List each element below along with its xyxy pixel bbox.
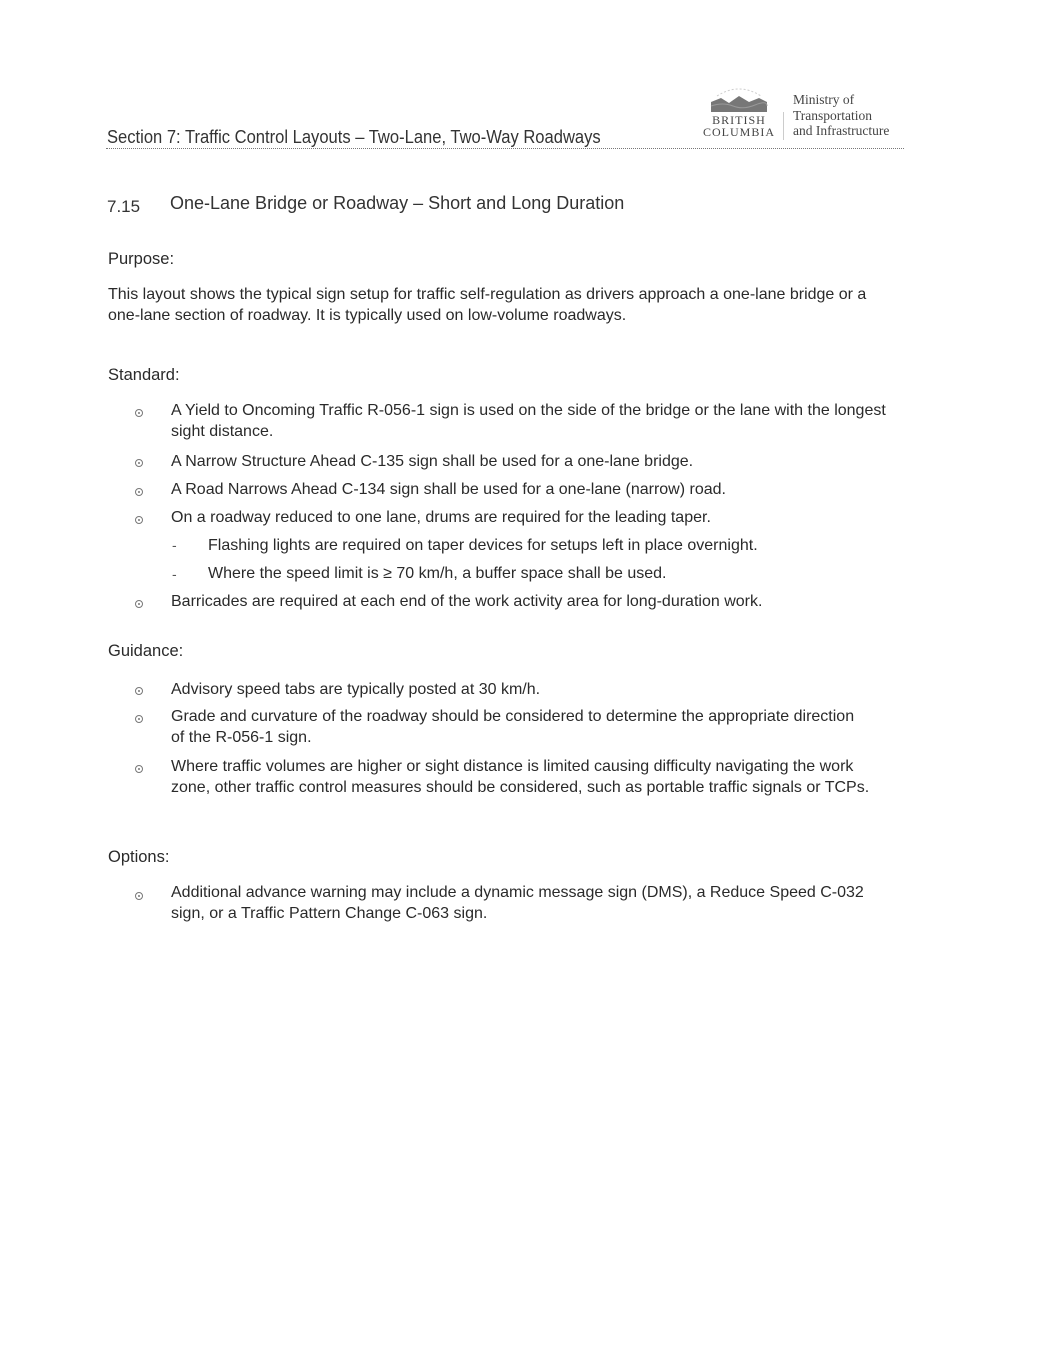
- bullet-icon: [135, 715, 143, 723]
- standard-subitem: Flashing lights are required on taper devices for setups left in place overnight.: [208, 537, 758, 554]
- section-title: One-Lane Bridge or Roadway – Short and Long Duration: [170, 193, 625, 213]
- standard-subitem: Where the speed limit is ≥ 70 km/h, a buffer space shall be used.: [208, 565, 667, 582]
- guidance-item: Advisory speed tabs are typically posted at 30 km/h.: [171, 681, 541, 698]
- guidance-heading: Guidance:: [108, 642, 184, 660]
- bc-wordmark: [703, 114, 775, 138]
- purpose-heading: Purpose:: [108, 250, 175, 268]
- guidance-item: Where traffic volumes are higher or sight distance is limited causing difficulty navigating the work zone, other traffic control measures should be considered, such as portable traffic signals or TCPs.: [171, 758, 870, 796]
- standard-item: On a roadway reduced to one lane, drums are required for the leading taper.: [171, 509, 711, 526]
- ministry-name: [793, 92, 889, 139]
- bullet-icon: [135, 409, 143, 417]
- bullet-icon: [135, 600, 143, 608]
- ministry-line3: and Infrastructure: [793, 123, 890, 138]
- bullet-icon: [135, 488, 143, 496]
- bullet-icon: [135, 516, 143, 524]
- bullet-icon: [135, 765, 143, 773]
- bc-wordmark-line1: BRITISH: [712, 113, 766, 127]
- running-header-title: Section 7: Traffic Control Layouts – Two-Lane, Two-Way Roadways: [107, 127, 601, 147]
- section-number: 7.15: [107, 197, 141, 216]
- purpose-text: This layout shows the typical sign setup for traffic self-regulation as drivers approach a one-lane bridge or a one-lane section of roadway. It is typically used on low-volume roadways.: [108, 286, 867, 324]
- header-divider: [106, 148, 904, 149]
- bullet-icon: [135, 892, 143, 900]
- ministry-line1: Ministry of: [793, 92, 855, 107]
- logo-divider: [783, 112, 784, 140]
- ministry-line2: Transportation: [793, 107, 873, 123]
- bullet-icon: [135, 459, 143, 467]
- standard-item: A Yield to Oncoming Traffic R-056-1 sign is used on the side of the bridge or the lane with the longest sight distance.: [171, 402, 886, 440]
- standard-item: A Narrow Structure Ahead C-135 sign shall be used for a one-lane bridge.: [171, 453, 694, 470]
- dash-marker: -: [172, 537, 177, 553]
- options-heading: Options:: [108, 848, 170, 866]
- standard-item: A Road Narrows Ahead C-134 sign shall be used for a one-lane (narrow) road.: [171, 481, 726, 498]
- guidance-item: Grade and curvature of the roadway should be considered to determine the appropriate direction of the R-056-1 sign.: [171, 708, 855, 746]
- standard-heading: Standard:: [108, 366, 180, 384]
- bullet-icon: [135, 687, 143, 695]
- standard-item: Barricades are required at each end of the work activity area for long-duration work.: [171, 593, 763, 610]
- dash-marker: -: [172, 566, 177, 582]
- bc-wordmark-line2: COLUMBIA: [703, 125, 776, 139]
- options-item: Additional advance warning may include a dynamic message sign (DMS), a Reduce Speed C-032 sign, or a Traffic Pattern Change C-063 sign.: [171, 884, 864, 922]
